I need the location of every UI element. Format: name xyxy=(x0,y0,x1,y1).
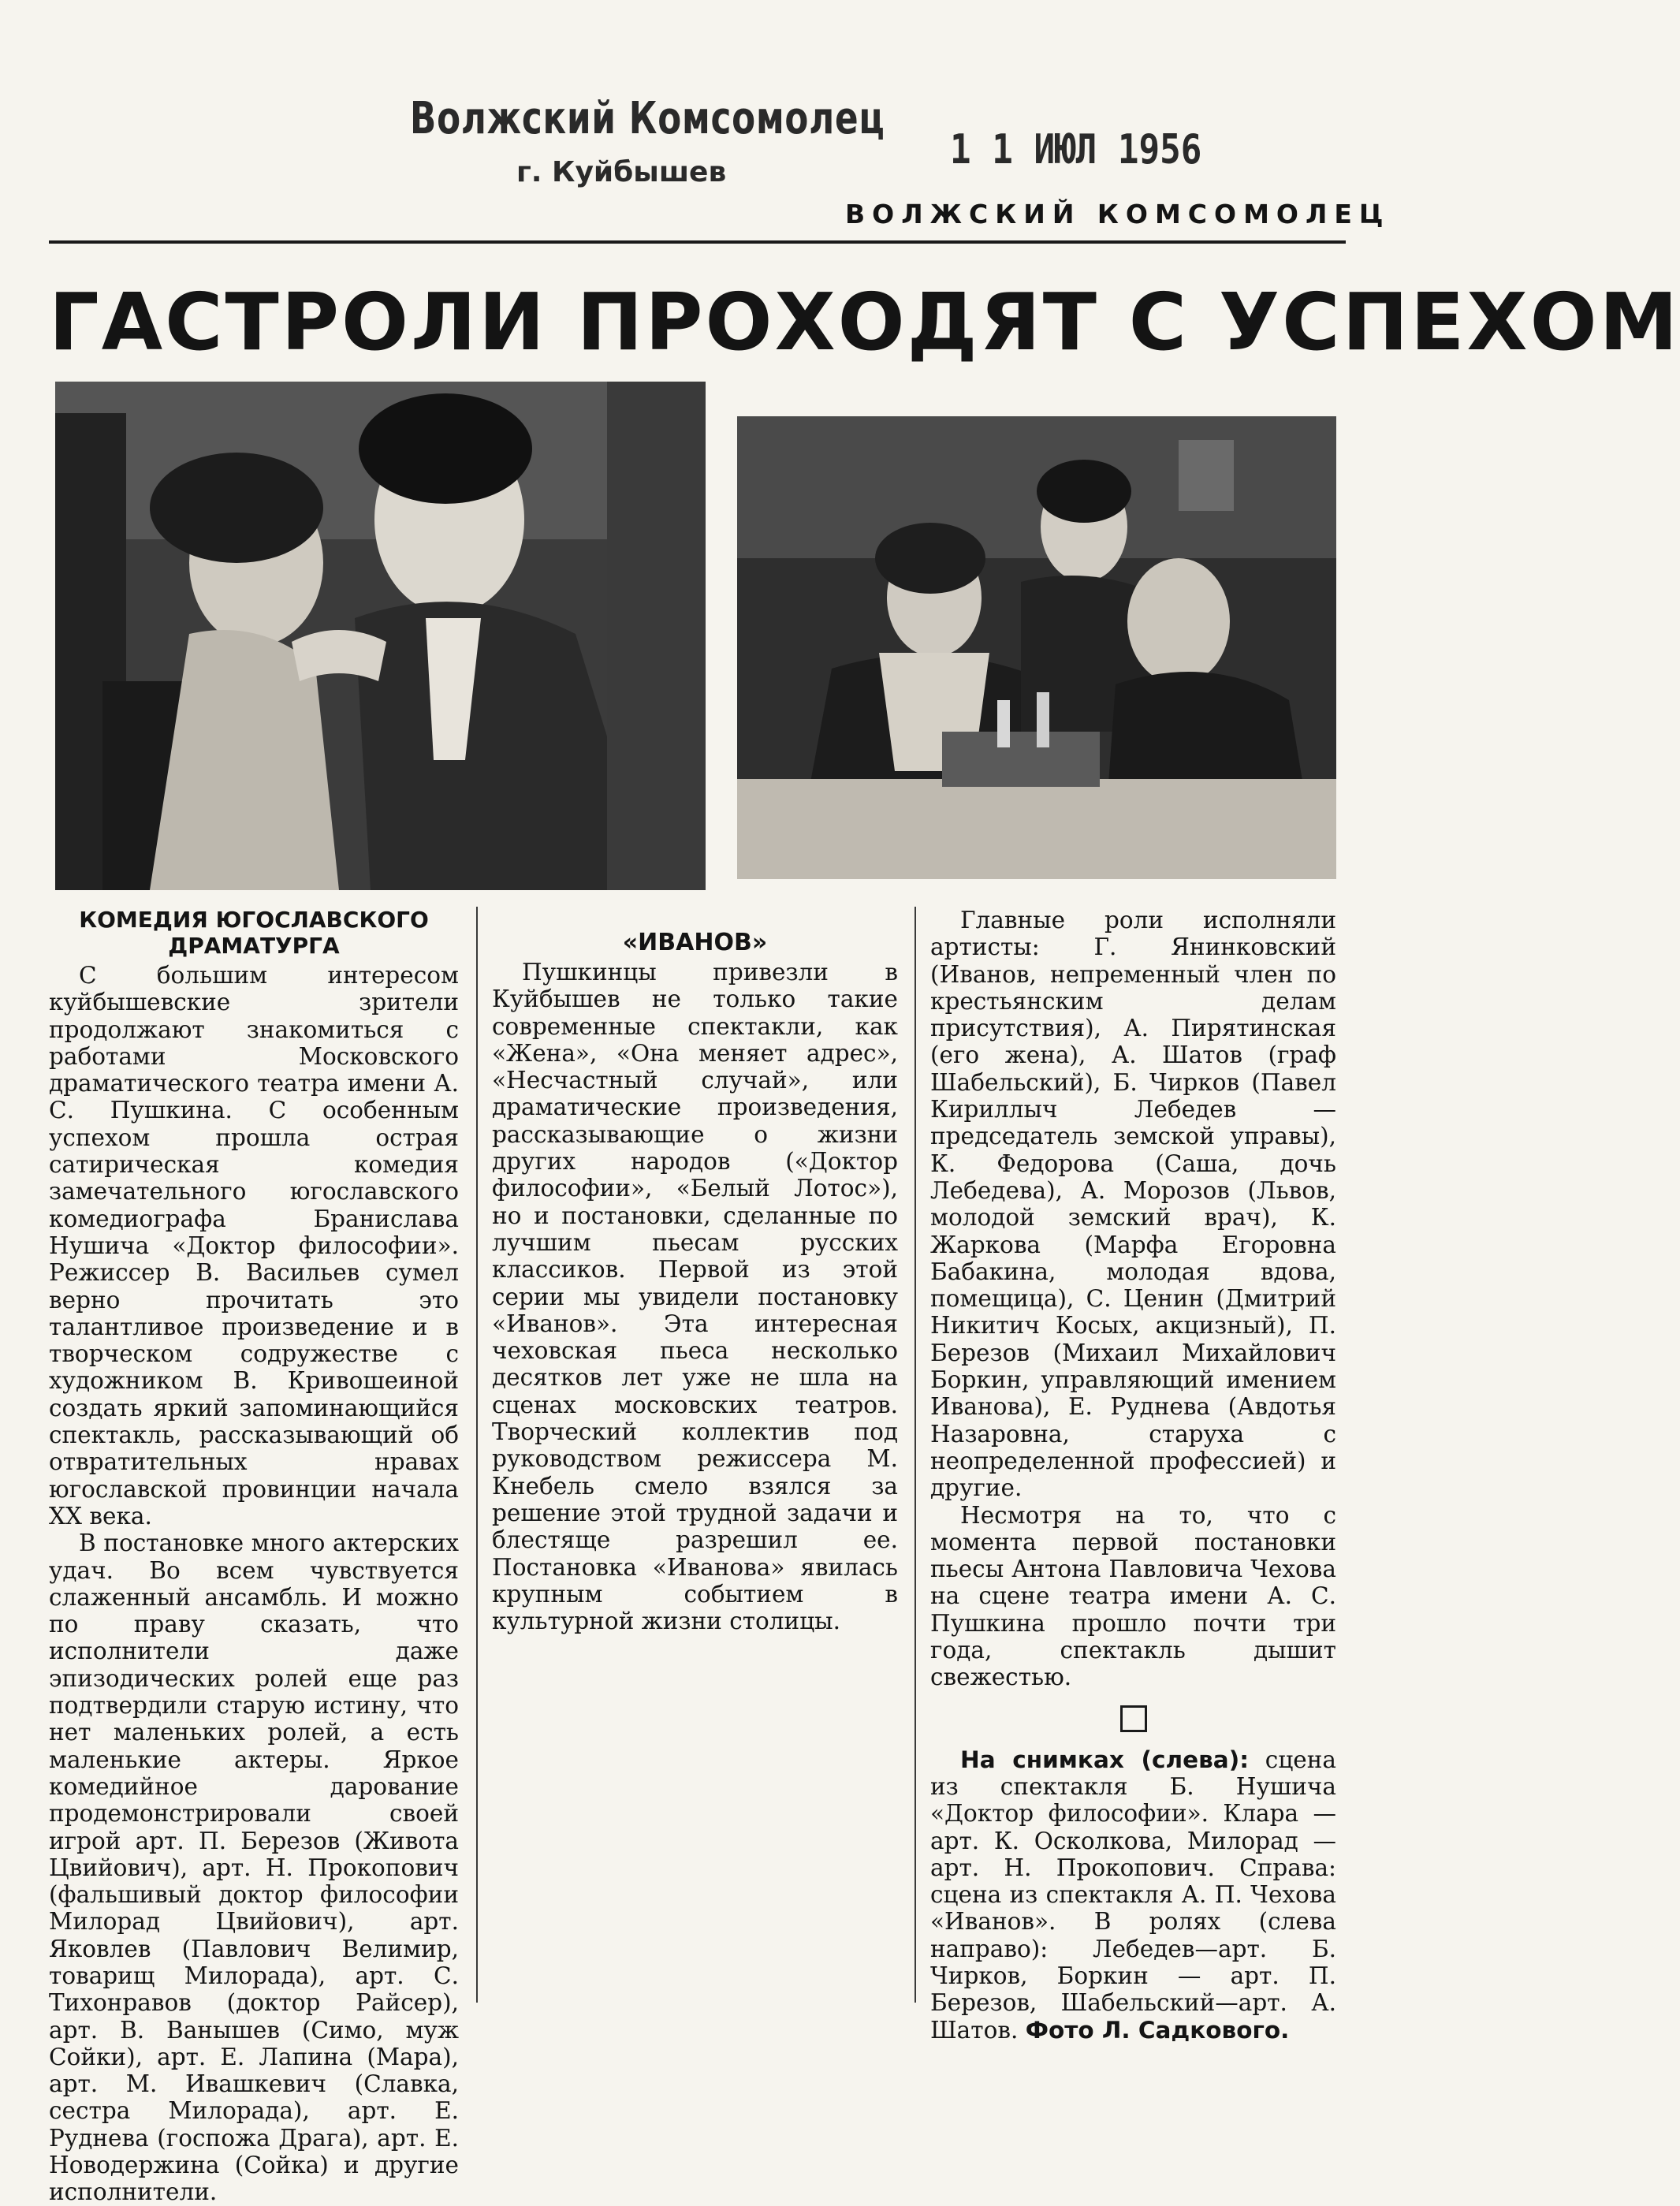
caption-text: сцена из спектакля Б. Нушича «Доктор философии». Клара — арт. К. Осколкова, Милорад — арт. Н. Прокопович. Справа: сцена из спектакля А. П. Чехова «Иванов». В ролях (слева направо): Лебедев—арт. Б. Чирков, Боркин — арт. П. Березов, Шабельский—арт. А. Шатов. xyxy=(930,1746,1336,2044)
section-title-ivanov: «ИВАНОВ» xyxy=(622,929,768,956)
photo-left-image xyxy=(55,382,706,890)
stamp-date: 1 1 ИЮЛ 1956 xyxy=(950,126,1202,173)
masthead-paper-name: ВОЛЖСКИЙ КОМСОМОЛЕЦ xyxy=(845,199,1391,229)
photo-caption xyxy=(930,1746,1336,2044)
article-column-1 xyxy=(49,907,459,2206)
column-divider-1 xyxy=(476,907,478,2003)
column-divider-2 xyxy=(915,907,916,2003)
photo-doctor-of-philosophy xyxy=(55,382,706,890)
section-title-comedy: КОМЕДИЯ ЮГОСЛАВСКОГО ДРАМАТУРГА xyxy=(79,907,429,959)
photo-ivanov xyxy=(737,416,1336,879)
article-column-3 xyxy=(930,907,1336,2044)
photo-credit: Фото Л. Садкового. xyxy=(1025,2016,1290,2044)
separator-square-icon xyxy=(1120,1705,1147,1732)
paragraph-ivanov: Пушкинцы привезли в Куйбышев не только такие современные спектакли, как «Жена», «Она меняет адрес», «Несчастный случай», или драматические произведения, рассказывающие о жизни других народов («Доктор философии», «Белый Лотос»), но и постановки, сделанные по лучшим пьесам русских классиков. Первой из этой серии мы увидели постановку «Иванов». Эта интересная чеховская пьеса несколько десятков лет уже не шла на сценах московских театров. Творческий коллектив под руководством режиссера М. Кнебель смело взялся за решение этой трудной задачи и блестяще разрешил ее. Постановка «Иванова» явилась крупным событием в культурной жизни столицы. xyxy=(492,959,898,1635)
paragraph-actors-comedy: В постановке много актерских удач. Во всем чувствуется слаженный ансамбль. И можно по праву сказать, что исполнители даже эпизодических ролей еще раз подтвердили старую истину, что нет маленьких ролей, а есть маленькие актеры. Яркое комедийное дарование продемонстрировали своей игрой арт. П. Березов (Живота Цвийович), арт. Н. Прокопович (фальшивый доктор философии Милорад Цвийович), арт. Яковлев (Павлович Велимир, товарищ Милорада), арт. С. Тихонравов (доктор Райсер), арт. В. Ванышев (Симо, муж Сойки), арт. Е. Лапина (Мара), арт. М. Ивашкевич (Славка, сестра Милорада), арт. Е. Руднева (госпожа Драга), арт. Е. Новодержина (Сойка) и другие исполнители. xyxy=(49,1530,459,2206)
header-rule xyxy=(49,240,1346,244)
paragraph-cast-ivanov: Главные роли исполняли артисты: Г. Янинковский (Иванов, непременный член по крестьянским делам присутствия), А. Пирятинская (его жена), А. Шатов (граф Шабельский), Б. Чирков (Павел Кириллыч Лебедев — председатель земской управы), К. Федорова (Саша, дочь Лебедева), А. Морозов (Львов, молодой земский врач), К. Жаркова (Марфа Егоровна Бабакина, молодая вдова, помещица), С. Ценин (Дмитрий Никитич Косых, акцизный), П. Березов (Михаил Михайлович Боркин, управляющий имением Иванова), Е. Руднева (Авдотья Назаровна, старуха с неопределенной профессией) и другие. xyxy=(930,907,1336,1502)
stamp-paper-title: Волжский Комсомолец xyxy=(410,93,885,144)
paragraph-intro: С большим интересом куйбышевские зрители продолжают знакомиться с работами Московского драматического театра имени А. С. Пушкина. С особенным успехом прошла острая сатирическая комедия замечательного югославского комедиографа Бранислава Нушича «Доктор философии». Режиссер В. Васильев сумел верно прочитать это талантливое произведение и в творческом содружестве с художником В. Кривошеиной создать яркий запоминающийся спектакль, рассказывающий об отвратительных нравах югославской провинции начала XX века. xyxy=(49,962,459,1530)
paragraph-conclusion: Несмотря на то, что с момента первой постановки пьесы Антона Павловича Чехова на сцене театра имени А. С. Пушкина прошло почти три года, спектакль дышит свежестью. xyxy=(930,1501,1336,1691)
article-column-2 xyxy=(492,907,898,1634)
caption-label: На снимках (слева): xyxy=(960,1746,1249,1773)
photo-right-image xyxy=(737,416,1336,879)
stamp-city: г. Куйбышев xyxy=(516,156,727,188)
headline: ГАСТРОЛИ ПРОХОДЯТ С УСПЕХОМ xyxy=(49,276,1680,368)
